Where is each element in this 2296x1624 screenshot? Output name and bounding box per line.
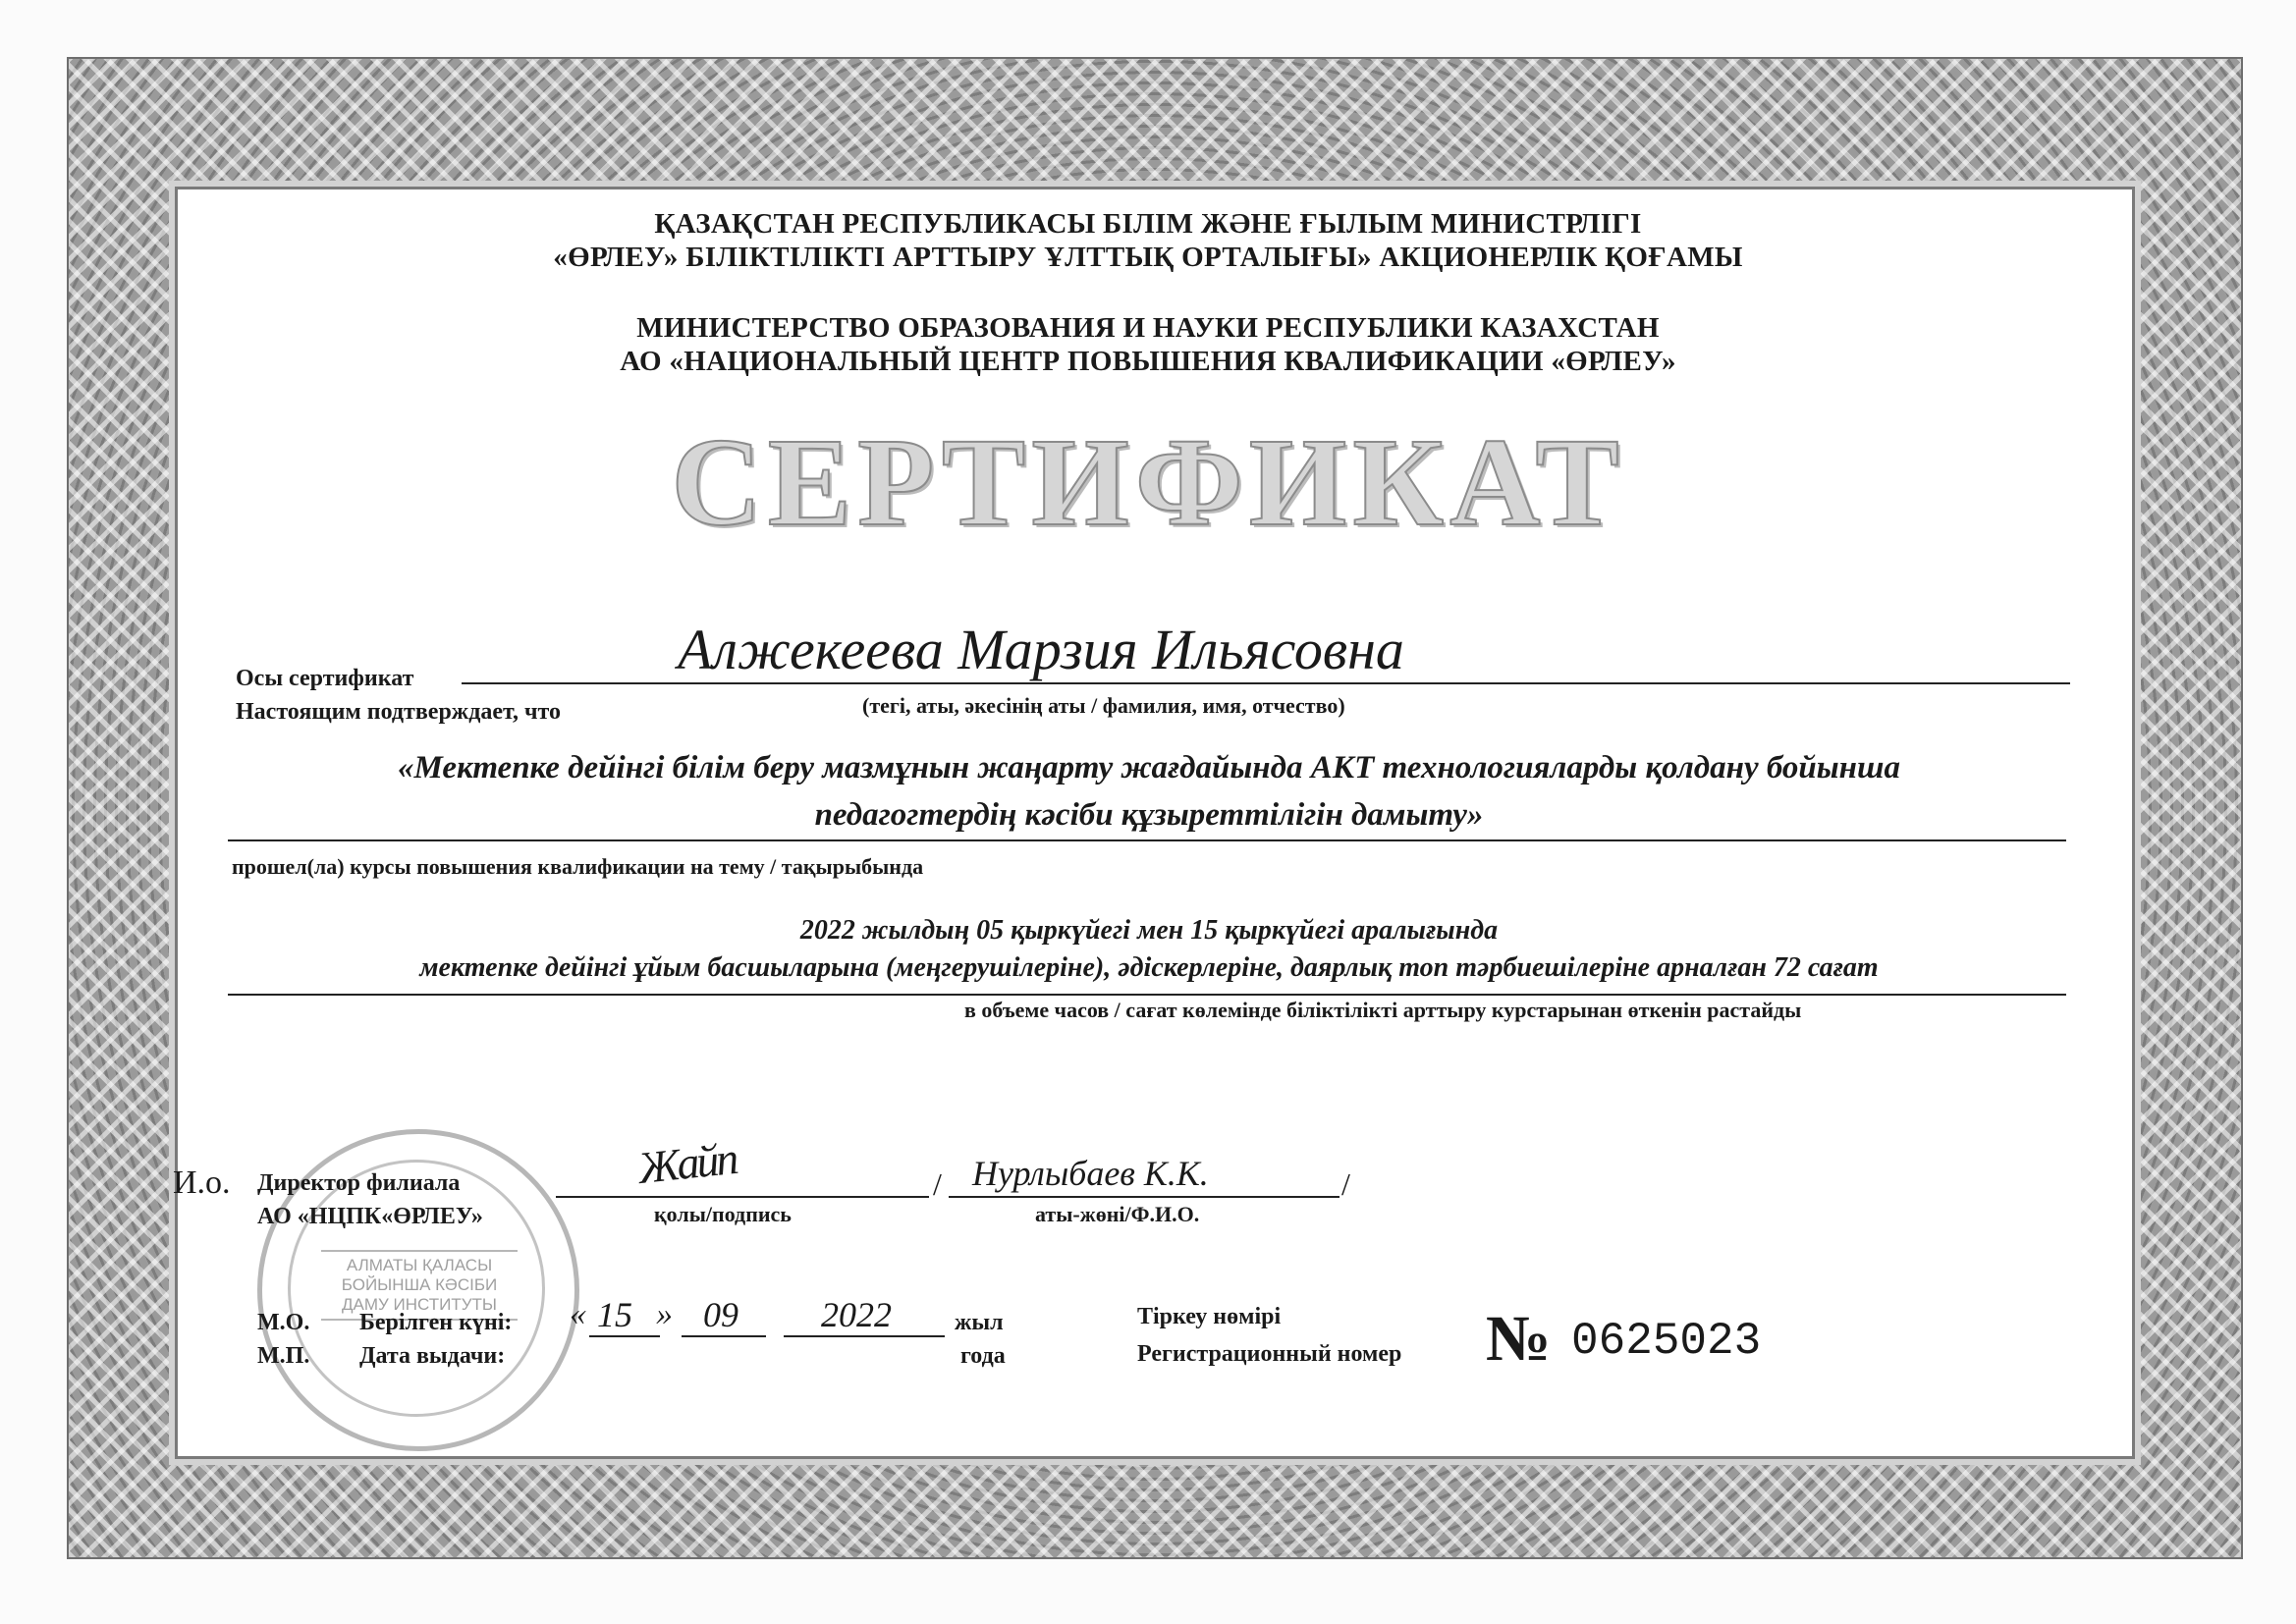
name-caption: аты-жөні/Ф.И.О. [1035, 1202, 1200, 1226]
header-ru-line2: АО «НАЦИОНАЛЬНЫЙ ЦЕНТР ПОВЫШЕНИЯ КВАЛИФИКАЦИИ «ӨРЛЕУ» [620, 346, 1676, 377]
signature-line [556, 1196, 929, 1198]
stamp-text-line3: ДАМУ ИНСТИТУТЫ [342, 1295, 497, 1314]
hours-caption: в объеме часов / сағат көлемінде біліктілікті арттыру курстарынан өткенін растайды [964, 998, 1802, 1022]
signer-name: Нурлыбаев К.К. [972, 1154, 1209, 1193]
registration-number: 0625023 [1571, 1316, 1762, 1367]
date-open-quote: « [570, 1296, 586, 1332]
stamp-text-line2: БОЙЫНША КӘСІБИ [341, 1275, 498, 1294]
year-label-kz: жыл [955, 1310, 1004, 1335]
signer-prefix: И.о. [173, 1164, 231, 1201]
month-line [682, 1335, 766, 1337]
course-period-line1: 2022 жылдың 05 қыркүйегі мен 15 қыркүйегі аралығында [799, 915, 1499, 946]
year-line [784, 1335, 945, 1337]
registration-label-ru: Регистрационный номер [1137, 1341, 1402, 1367]
recipient-caption: (тегі, аты, әкесінің аты / фамилия, имя, отчество) [862, 693, 1345, 718]
header-kz-line1: ҚАЗАҚСТАН РЕСПУБЛИКАСЫ БІЛІМ ЖӘНЕ ҒЫЛЫМ МИНИСТРЛІГІ [654, 208, 1642, 240]
issue-label-kz: Берілген күні: [359, 1310, 513, 1335]
course-topic-line2: педагогтердің кәсіби құзыреттілігін дамыту» [814, 797, 1484, 833]
course-topic-line1: «Мектепке дейінгі білім беру мазмұнын жаңарту жағдайында АКТ технологияларды қолдану бойынша [398, 750, 1900, 785]
mp-label: М.П. [257, 1343, 310, 1369]
header-kz-line2: «ӨРЛЕУ» БІЛІКТІЛІКТІ АРТТЫРУ ҰЛТТЫҚ ОРТАЛЫҒЫ» АКЦИОНЕРЛІК ҚОҒАМЫ [553, 242, 1743, 273]
year-label-ru: года [960, 1343, 1006, 1369]
number-sign: № [1486, 1303, 1552, 1375]
stamp-text-line1: АЛМАТЫ ҚАЛАСЫ [346, 1256, 493, 1274]
signature-mark: Жайп [635, 1132, 738, 1194]
recipient-name: Алжекеева Марзия Ильясовна [678, 618, 1404, 681]
recipient-label-kz: Осы сертификат [236, 666, 414, 691]
signer-position-line2: АО «НЦПК«ӨРЛЕУ» [257, 1204, 483, 1229]
issue-label-ru: Дата выдачи: [359, 1343, 506, 1369]
certificate-title: СЕРТИФИКАТ [671, 412, 1625, 552]
day-line [589, 1335, 660, 1337]
issue-day: 15 [597, 1295, 632, 1334]
issue-year: 2022 [821, 1295, 892, 1334]
header-ru-line1: МИНИСТЕРСТВО ОБРАЗОВАНИЯ И НАУКИ РЕСПУБЛИКИ КАЗАХСТАН [636, 312, 1660, 344]
recipient-line [462, 682, 2070, 684]
recipient-label-ru: Настоящим подтверждает, что [236, 699, 561, 725]
date-close-quote: » [656, 1296, 673, 1332]
signature-caption: қолы/подпись [654, 1202, 792, 1226]
period-line [228, 994, 2066, 996]
signer-name-line [949, 1196, 1339, 1198]
course-period-line2: мектепке дейінгі ұйым басшыларына (меңгерушілеріне), әдіскерлеріне, даярлық топ тәрбиешілеріне арналған 72 сағат [419, 952, 1879, 983]
signer-position-line1: Директор филиала [257, 1170, 461, 1196]
signature-slash-2: / [1341, 1166, 1350, 1202]
registration-label-kz: Тіркеу нөмірі [1137, 1304, 1282, 1329]
topic-line [228, 839, 2066, 841]
topic-caption: прошел(ла) курсы повышения квалификации на тему / тақырыбында [232, 854, 924, 879]
mo-label: М.О. [257, 1310, 310, 1335]
signature-slash-1: / [933, 1166, 942, 1202]
issue-month: 09 [703, 1295, 738, 1334]
